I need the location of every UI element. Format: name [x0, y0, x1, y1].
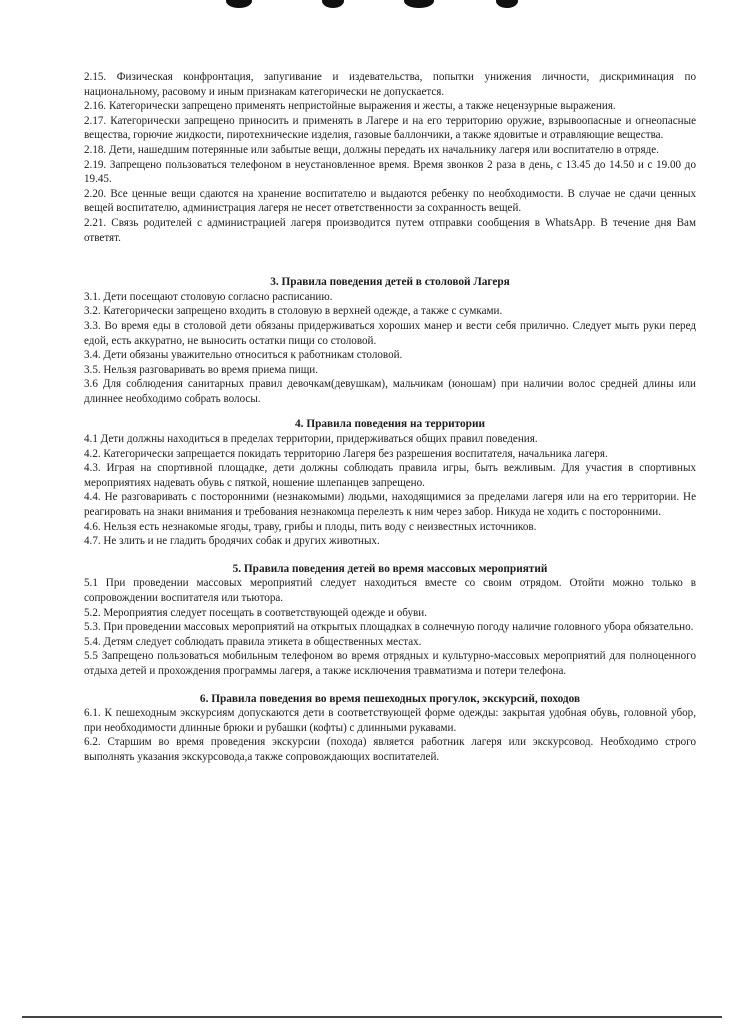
section-3: [84, 275, 696, 406]
section-6-title: 6. Правила поведения во время пешеходных прогулок, экскурсий, походов: [199, 692, 581, 705]
rule-6-2: 6.2. Старшим во время проведения экскурсии (похода) является работник лагеря или экскурсовод. Необходимо строго выполнять указания экскурсовода,а также сопровождающих воспитателей.: [84, 736, 696, 763]
rule-4-1: 4.1 Дети должны находиться в пределах территории, придерживаться общих правил поведения.: [84, 433, 538, 446]
rule-4-4: 4.4. Не разговаривать с посторонними (незнакомыми) людьми, находящимися за пределами лагеря или на его территории. Не реагировать на знаки внимания и требования незнакомца перелезть к ним через забор. Никуда не ходить с посторонними.: [84, 491, 696, 519]
rule-3-6: 3.6 Для соблюдения санитарных правил девочкам(девушкам), мальчикам (юношам) при наличии волос средней длины или длиннее необходимо собрать волосы.: [84, 378, 696, 405]
section-5: [84, 562, 696, 679]
rule-4-6: 4.6. Нельзя есть незнакомые ягоды, траву, грибы и плоды, пить воду с неизвестных источников.: [84, 520, 537, 533]
rule-4-7: 4.7. Не злить и не гладить бродячих собак и других животных.: [84, 535, 380, 548]
section-4: [84, 417, 696, 548]
rule-2-17: 2.17. Категорически запрещено приносить и применять в Лагере и на его территорию оружие, взрывоопасные и огнеопасные вещества, горючие жидкости, пиротехнические изделия, газовые баллончики, а также ядовитые и отравляющие вещества.: [84, 114, 696, 142]
rule-5-2: 5.2. Мероприятия следует посещать в соответствующей одежде и обуви.: [84, 606, 427, 619]
section-3-title: 3. Правила поведения детей в столовой Лагеря: [270, 276, 510, 289]
rule-2-15: 2.15. Физическая конфронтация, запугивание и издевательства, попытки унижения личности, дискриминация по национальному, расовому и иным признакам категорически не допускается.: [84, 71, 696, 98]
rule-6-1: 6.1. К пешеходным экскурсиям допускаются дети в соответствующей форме одежды: закрытая удобная обувь, головной убор, при необходимости длинные брюки и рубашки (кофты) с длинными рукавами.: [84, 707, 696, 734]
rule-5-4: 5.4. Детям следует соблюдать правила этикета в общественных местах.: [84, 635, 422, 648]
rule-5-5: 5.5 Запрещено пользоваться мобильным телефоном во время отрядных и культурно-массовых мероприятий для полноценного отдыха детей и прохождения программы лагеря, а также исключения травматизма и потери телефона.: [84, 650, 696, 677]
scan-top-edge: [0, 0, 744, 14]
rule-2-20: 2.20. Все ценные вещи сдаются на хранение воспитателю и выдаются ребенку по необходимости. В случае не сдачи ценных вещей воспитателю, администрация лагеря не несет ответственности за сохранность вещей.: [84, 187, 696, 215]
rule-2-19: 2.19. Запрещено пользоваться телефоном в неустановленное время. Время звонков 2 раза в день, с 13.45 до 14.50 и с 19.00 до 19.45.: [84, 158, 696, 186]
rule-3-2: 3.2. Категорически запрещено входить в столовую в верхней одежде, а также с сумками.: [84, 305, 503, 318]
document-page: [84, 70, 696, 765]
scan-bottom-edge: [22, 1016, 722, 1018]
section-6: [84, 692, 696, 765]
rule-3-5: 3.5. Нельзя разговаривать во время приема пищи.: [84, 363, 318, 376]
rule-2-16: 2.16. Категорически запрещено применять непристойные выражения и жесты, а также нецензурные выражения.: [84, 100, 616, 113]
section-5-title: 5. Правила поведения детей во время массовых мероприятий: [232, 562, 548, 575]
section-4-title: 4. Правила поведения на территории: [295, 418, 485, 431]
rule-3-3: 3.3. Во время еды в столовой дети обязаны придерживаться хороших манер и вести себя прилично. Следует мыть руки перед едой, есть аккуратно, не выносить остатки пищи со столовой.: [84, 319, 696, 347]
section-2-tail: [84, 70, 696, 245]
rule-2-21: 2.21. Связь родителей с администрацией лагеря производится путем отправки сообщения в WhatsApp. В течение дня Вам ответят.: [84, 216, 696, 244]
rule-5-3: 5.3. При проведении массовых мероприятий на открытых площадках в солнечную погоду наличие головного убора обязательно.: [84, 621, 694, 634]
rule-2-18: 2.18. Дети, нашедшим потерянные или забытые вещи, должны передать их начальнику лагеря или воспитателю в отряде.: [84, 143, 659, 156]
rule-3-1: 3.1. Дети посещают столовую согласно расписанию.: [84, 290, 333, 303]
rule-4-2: 4.2. Категорически запрещается покидать территорию Лагеря без разрешения воспитателя, начальника лагеря.: [84, 447, 608, 460]
rule-4-3: 4.3. Играя на спортивной площадке, дети должны соблюдать правила игры, быть вежливым. Для участия в спортивных мероприятиях надевать обувь с пяткой, ношение шлепанцев запрещено.: [84, 462, 696, 489]
rule-5-1: 5.1 При проведении массовых мероприятий следует находиться вместе со своим отрядом. Отойти можно только в сопровождении воспитателя или тьютора.: [84, 577, 696, 604]
rule-3-4: 3.4. Дети обязаны уважительно относиться к работникам столовой.: [84, 349, 403, 362]
